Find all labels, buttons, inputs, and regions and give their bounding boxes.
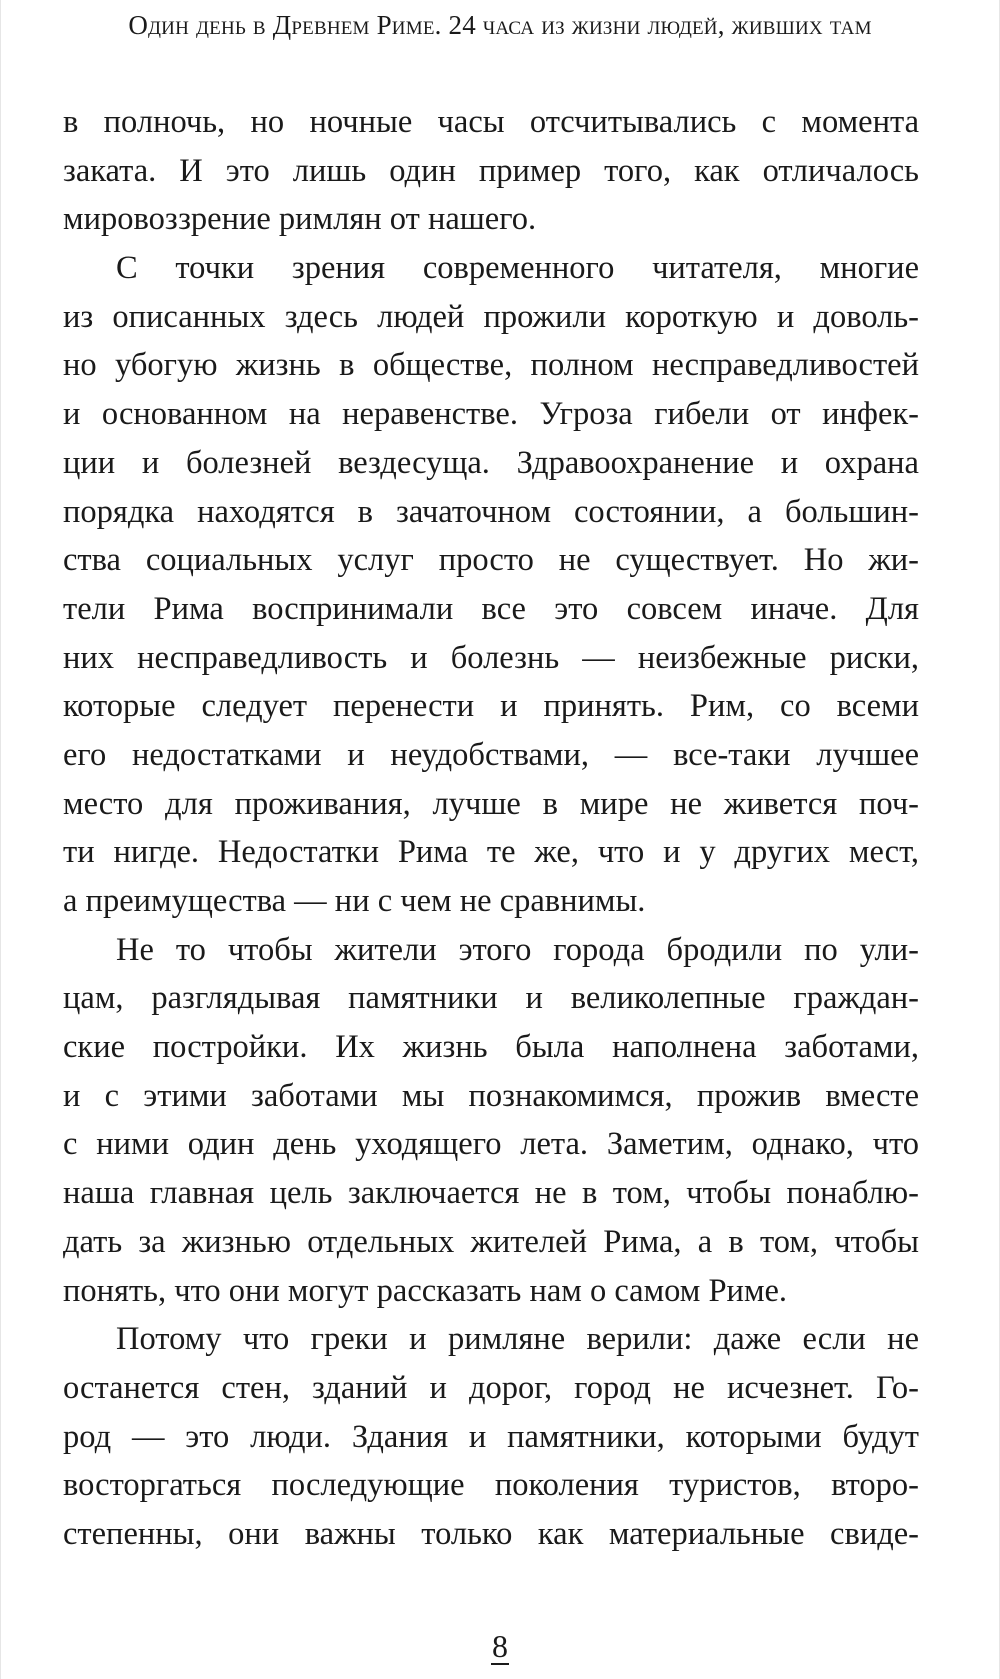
paragraph — [63, 926, 919, 1316]
text-line: род — это люди. Здания и памятники, которыми будут — [63, 1418, 919, 1455]
paragraph — [63, 244, 919, 926]
text-line: понять, что они могут рассказать нам о самом Риме. — [63, 1272, 788, 1309]
text-line: с ними один день уходящего лета. Заметим, однако, что — [63, 1126, 919, 1163]
text-line: а преимущества — ни с чем не сравнимы. — [63, 883, 646, 919]
text-line: из описанных здесь людей прожили короткую и доволь- — [63, 298, 919, 335]
text-line: ти нигде. Недостатки Рима те же, что и у других мест, — [63, 834, 919, 871]
text-line: мировоззрение римлян от нашего. — [63, 201, 537, 238]
text-line: ства социальных услуг просто не существует. Но жи- — [63, 542, 919, 579]
text-line: останется стен, зданий и дорог, город не исчезнет. Го- — [63, 1369, 919, 1406]
running-head: Один день в Древнем Риме. 24 часа из жизни людей, живших там — [128, 10, 872, 40]
text-line: дать за жизнью отдельных жителей Рима, а в том, чтобы — [63, 1223, 919, 1260]
text-line: и основанном на неравенстве. Угроза гибели от инфек- — [63, 396, 919, 433]
text-line: ские постройки. Их жизнь была наполнена заботами, — [63, 1029, 919, 1066]
text-line: заката. И это лишь один пример того, как отличалось — [63, 152, 919, 189]
text-line: степенны, они важны только как материальные свиде- — [63, 1515, 919, 1552]
text-line: ции и болезней вездесуща. Здравоохранение и охрана — [63, 444, 919, 481]
text-line: место для проживания, лучше в мире не живется поч- — [63, 785, 919, 822]
text-line: порядка находятся в зачаточном состоянии, а большин- — [63, 493, 919, 530]
text-line: Потому что греки и римляне верили: даже если не — [116, 1321, 919, 1358]
text-line: Не то чтобы жители этого города бродили по ули- — [116, 931, 919, 968]
text-line: в полночь, но ночные часы отсчитывались с момента — [63, 104, 919, 140]
text-line: наша главная цель заключается не в том, чтобы понаблю- — [63, 1175, 919, 1212]
text-line: восторгаться последующие поколения туристов, второ- — [63, 1467, 919, 1504]
page-number — [1, 1628, 999, 1665]
page-number-value: 8 — [492, 1628, 508, 1664]
text-line: них несправедливость и болезнь — неизбежные риски, — [63, 639, 919, 676]
text-line: тели Рима воспринимали все это совсем иначе. Для — [63, 590, 919, 627]
body-text — [63, 98, 919, 1559]
text-line: его недостатками и неудобствами, — все-таки лучшее — [63, 736, 919, 773]
text-line: и с этими заботами мы познакомимся, прожив вместе — [63, 1077, 919, 1114]
paragraph — [63, 98, 919, 244]
text-line: которые следует перенести и принять. Рим, со всеми — [63, 688, 919, 725]
text-line: но убогую жизнь в обществе, полном несправедливостей — [63, 347, 919, 384]
text-line: С точки зрения современного читателя, многие — [116, 250, 919, 287]
paragraph — [63, 1315, 919, 1558]
text-line: цам, разглядывая памятники и великолепные граждан- — [63, 980, 919, 1017]
